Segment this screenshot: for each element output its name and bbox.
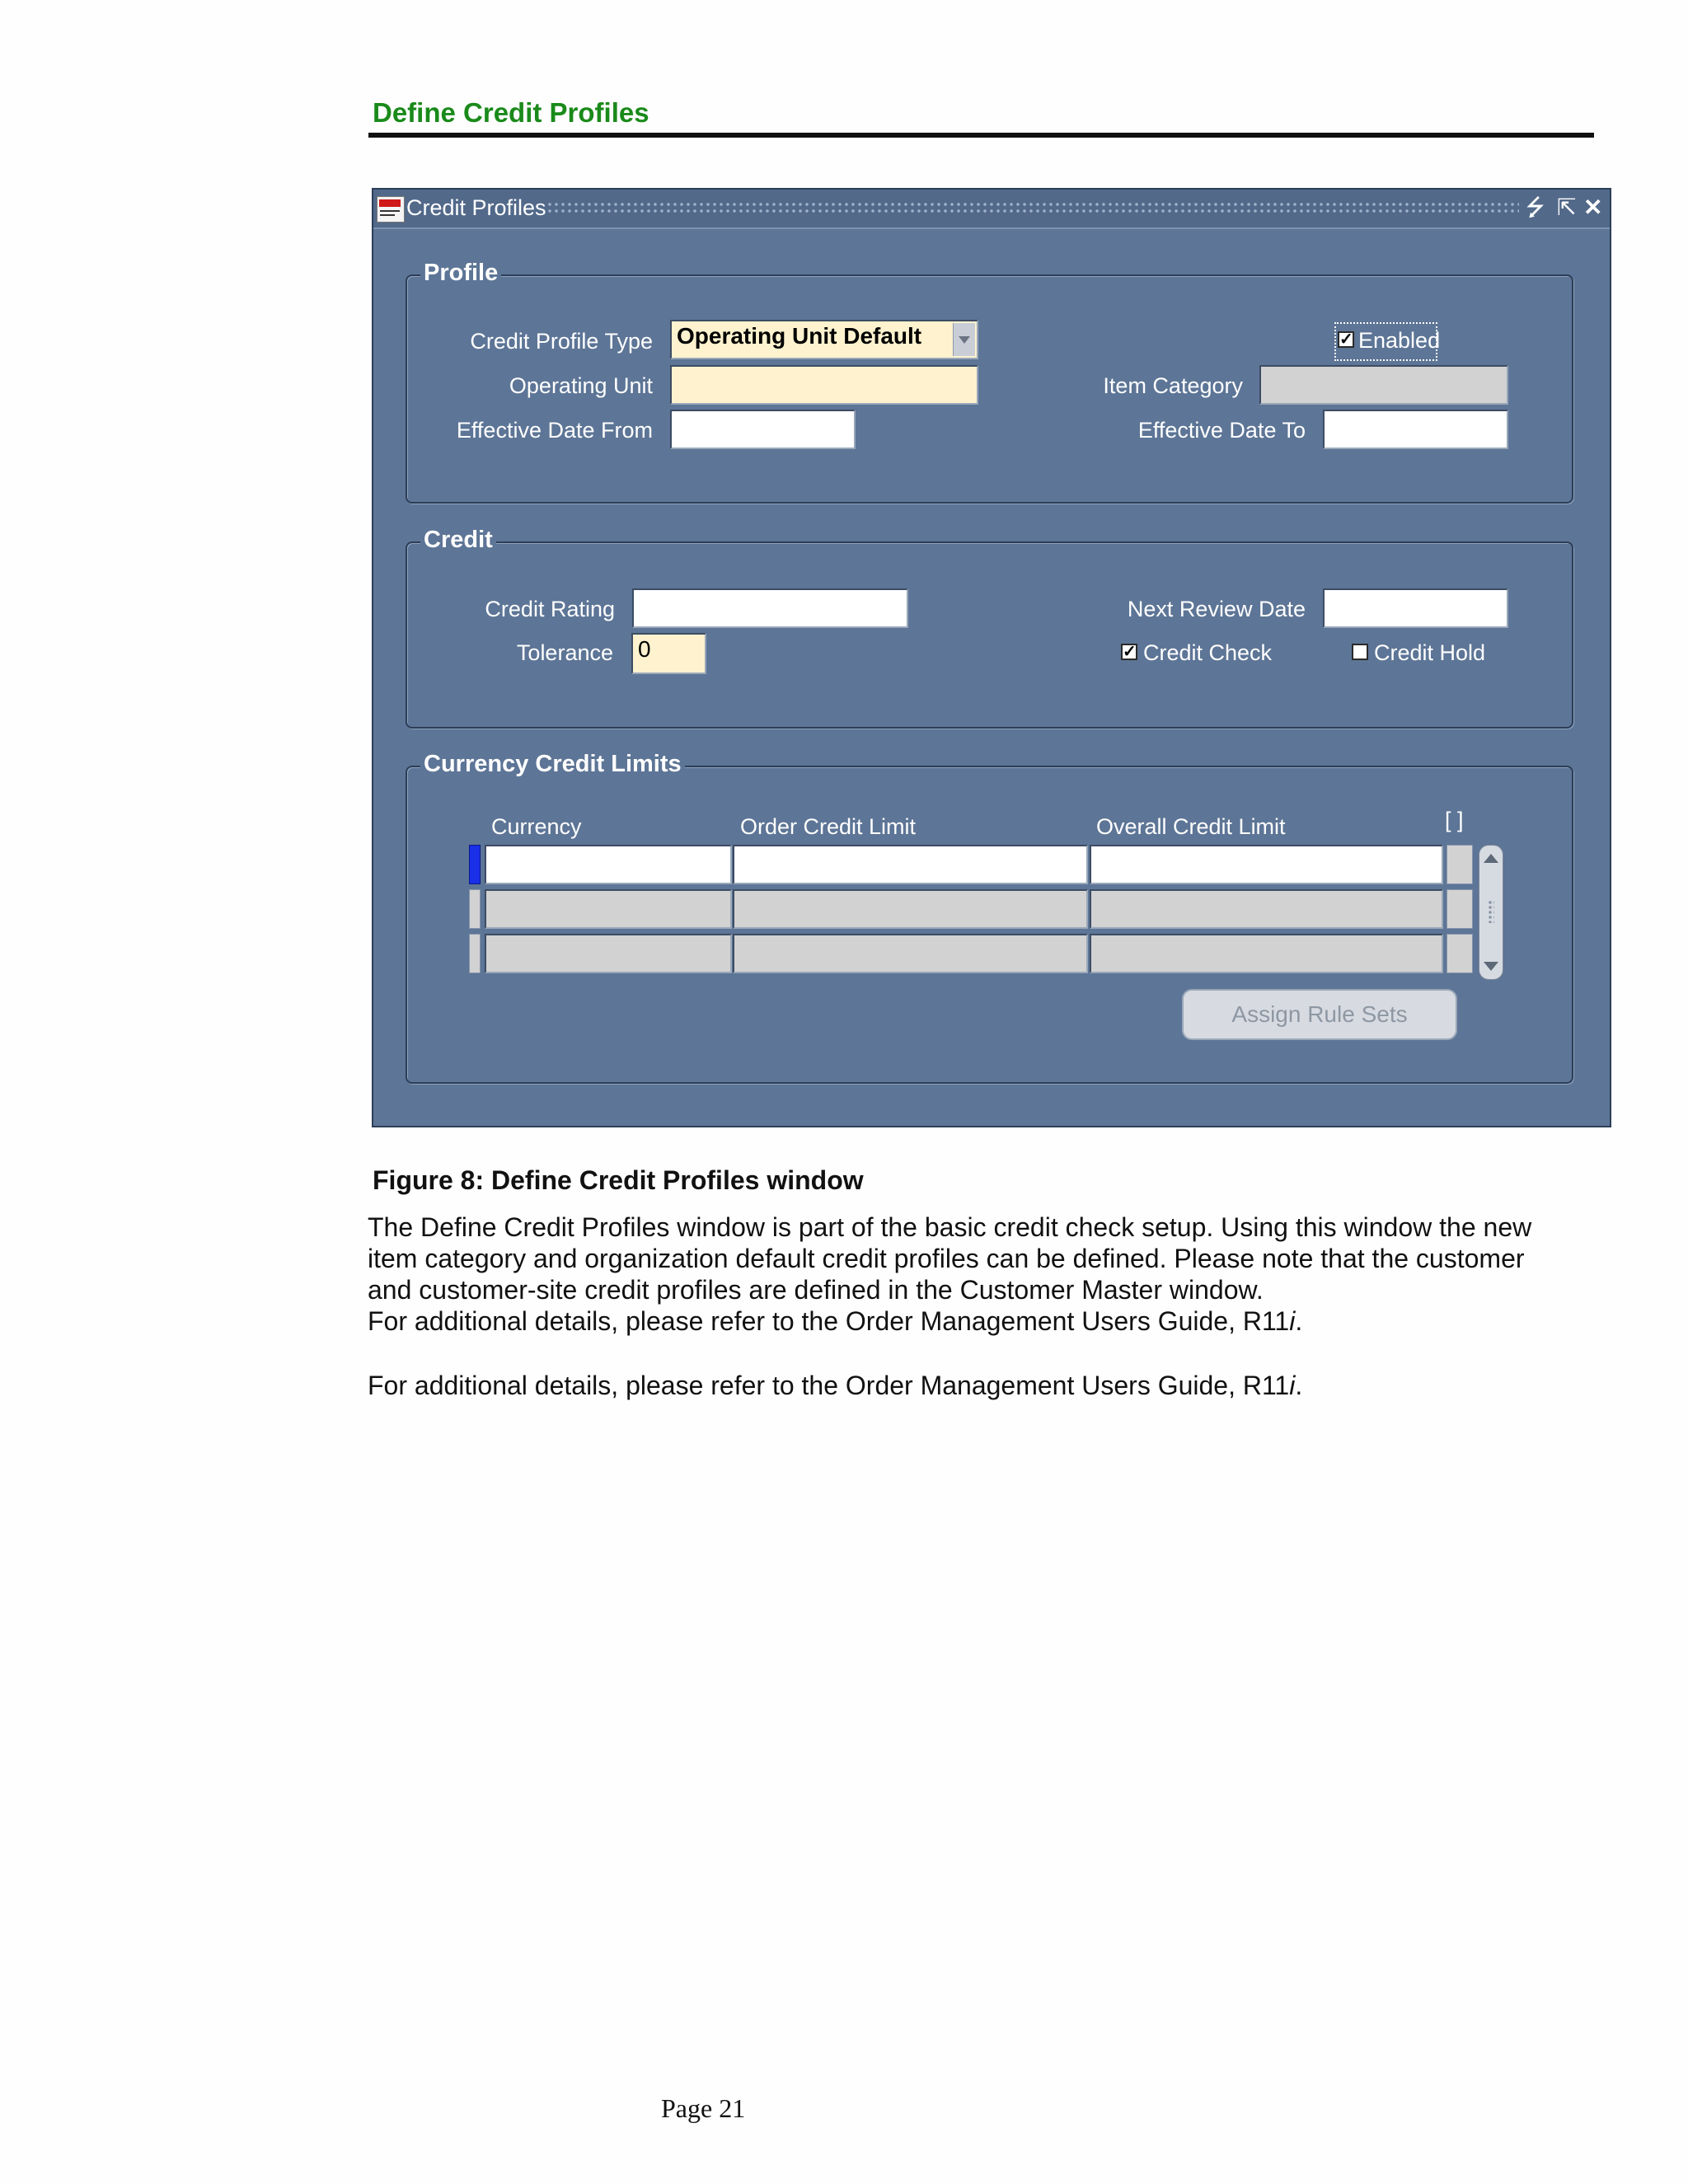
effective-date-from-label: Effective Date From xyxy=(456,418,653,443)
oracle-app-icon xyxy=(377,196,405,223)
paragraph-line: The Define Credit Profiles window is part of the basic credit check setup. Using this window the new xyxy=(368,1212,1532,1242)
chevron-down-icon[interactable] xyxy=(953,323,975,356)
assign-rule-sets-button[interactable]: Assign Rule Sets xyxy=(1182,989,1457,1040)
credit-profile-type-value: Operating Unit Default xyxy=(677,323,922,349)
heading-rule xyxy=(368,133,1594,138)
credit-rating-label: Credit Rating xyxy=(485,597,615,621)
credit-group xyxy=(406,527,1573,729)
currency-cell[interactable] xyxy=(485,845,732,884)
record-indicator[interactable] xyxy=(469,889,481,929)
effective-date-to-field[interactable] xyxy=(1323,410,1508,449)
current-record-indicator[interactable] xyxy=(469,845,481,884)
order-credit-limit-column-header: Order Credit Limit xyxy=(740,814,917,839)
credit-profile-type-select[interactable] xyxy=(670,320,978,359)
next-review-date-field[interactable] xyxy=(1323,588,1508,628)
vertical-scrollbar[interactable] xyxy=(1479,845,1503,980)
overall-credit-limit-column-header: Overall Credit Limit xyxy=(1096,814,1286,839)
effective-date-to-label: Effective Date To xyxy=(1137,418,1306,443)
credit-hold-label: Credit Hold xyxy=(1374,640,1486,665)
item-category-field[interactable] xyxy=(1259,365,1508,405)
effective-date-from-field[interactable] xyxy=(670,410,856,449)
descriptive-flexfield[interactable]: [ ] xyxy=(1445,808,1464,832)
currency-cell[interactable] xyxy=(485,934,732,973)
enabled-checkbox[interactable]: ✓ xyxy=(1339,330,1353,349)
page-number: Page 21 xyxy=(661,2093,746,2123)
credit-profile-type-label: Credit Profile Type xyxy=(470,329,653,354)
next-review-date-label: Next Review Date xyxy=(1127,597,1306,621)
tolerance-field[interactable]: 0 xyxy=(631,633,706,674)
order-credit-limit-cell[interactable] xyxy=(733,934,1088,973)
reference-suffix: i xyxy=(1289,1306,1296,1336)
reference-line xyxy=(368,1305,1604,1337)
operating-unit-field[interactable] xyxy=(670,365,978,405)
credit-check-label: Credit Check xyxy=(1143,640,1273,665)
minimize-icon[interactable]: ⭍ xyxy=(1526,194,1545,220)
currency-cell[interactable] xyxy=(485,889,732,929)
reference-text: For additional details, please refer to the Order Management Users Guide, R11 xyxy=(368,1306,1290,1336)
paragraph-line: item category and organization default credit profiles can be defined. Please note that the customer xyxy=(368,1244,1525,1273)
operating-unit-label: Operating Unit xyxy=(509,373,653,398)
scroll-down-icon[interactable] xyxy=(1484,962,1498,971)
overall-credit-limit-cell[interactable] xyxy=(1090,889,1443,929)
reference-paragraph xyxy=(368,1370,1604,1401)
item-category-label: Item Category xyxy=(1103,373,1243,398)
credit-rating-field[interactable] xyxy=(632,588,908,628)
currency-column-header: Currency xyxy=(491,814,582,839)
overall-credit-limit-cell[interactable] xyxy=(1090,934,1443,973)
window-titlebar[interactable] xyxy=(373,190,1610,229)
profile-legend: Profile xyxy=(420,258,501,288)
maximize-icon[interactable]: ⇱ xyxy=(1557,194,1577,220)
order-credit-limit-cell[interactable] xyxy=(733,845,1088,884)
section-heading: Define Credit Profiles xyxy=(373,97,649,128)
scroll-grip[interactable] xyxy=(1488,900,1494,923)
credit-hold-checkbox[interactable] xyxy=(1352,644,1368,660)
scroll-up-icon[interactable] xyxy=(1484,854,1498,863)
window-title: Credit Profiles xyxy=(406,195,546,220)
flex-cell[interactable] xyxy=(1447,934,1473,973)
reference-suffix: i xyxy=(1289,1371,1296,1400)
description-paragraph xyxy=(368,1212,1604,1337)
credit-legend: Credit xyxy=(420,525,496,555)
enabled-label: Enabled xyxy=(1358,328,1441,353)
credit-check-checkbox[interactable]: ✓ xyxy=(1123,643,1137,661)
close-icon[interactable]: ✕ xyxy=(1583,194,1603,220)
order-credit-limit-cell[interactable] xyxy=(733,889,1088,929)
currency-credit-limits-legend: Currency Credit Limits xyxy=(420,749,685,779)
overall-credit-limit-cell[interactable] xyxy=(1090,845,1443,884)
flex-cell[interactable] xyxy=(1447,845,1473,884)
flex-cell[interactable] xyxy=(1447,889,1473,929)
titlebar-grip xyxy=(546,201,1519,216)
reference-end: . xyxy=(1295,1371,1303,1400)
record-indicator[interactable] xyxy=(469,934,481,973)
figure-caption: Figure 8: Define Credit Profiles window xyxy=(373,1165,864,1195)
tolerance-label: Tolerance xyxy=(516,640,613,665)
reference-end: . xyxy=(1295,1306,1303,1336)
reference-text: For additional details, please refer to the Order Management Users Guide, R11 xyxy=(368,1371,1290,1400)
paragraph-line: and customer-site credit profiles are defined in the Customer Master window. xyxy=(368,1275,1264,1305)
